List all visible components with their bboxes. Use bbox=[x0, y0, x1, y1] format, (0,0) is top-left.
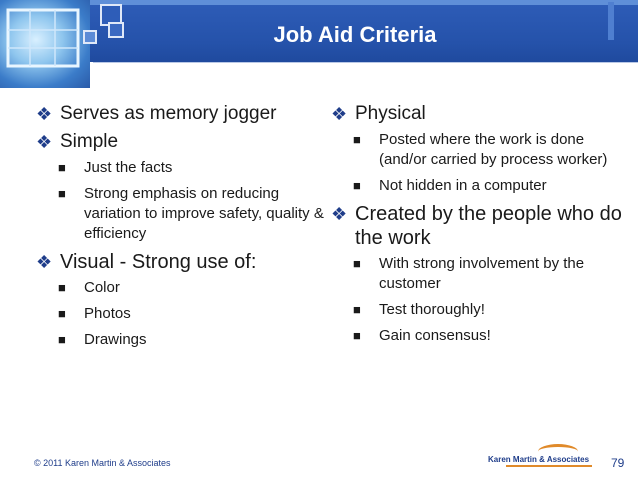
square-bullet-icon: ■ bbox=[353, 178, 361, 193]
diamond-bullet-icon: ❖ bbox=[36, 132, 53, 152]
bullet-text: Visual - Strong use of: bbox=[60, 251, 257, 273]
decor-square bbox=[108, 22, 124, 38]
sub-bullet-item bbox=[331, 326, 631, 346]
square-bullet-icon: ■ bbox=[58, 186, 66, 201]
bullet-item bbox=[331, 202, 631, 250]
bullet-text: Serves as memory jogger bbox=[60, 103, 277, 124]
title-bar bbox=[0, 0, 638, 62]
bullet-item bbox=[36, 102, 326, 126]
sub-bullet-text: Test thoroughly! bbox=[379, 301, 485, 318]
slide-number: 79 bbox=[611, 456, 625, 470]
company-logo bbox=[488, 444, 596, 470]
sub-bullet-text: Photos bbox=[84, 305, 131, 322]
bullet-text: Physical bbox=[355, 103, 426, 124]
right-column bbox=[331, 102, 631, 352]
sub-bullet-item bbox=[36, 184, 326, 244]
square-bullet-icon: ■ bbox=[58, 332, 66, 347]
sub-bullet-text: Color bbox=[84, 279, 120, 296]
square-bullet-icon: ■ bbox=[58, 160, 66, 175]
square-bullet-icon: ■ bbox=[353, 328, 361, 343]
diamond-bullet-icon: ❖ bbox=[331, 104, 348, 124]
bullet-item bbox=[36, 130, 326, 154]
bullet-item bbox=[331, 102, 631, 126]
title-divider bbox=[93, 62, 638, 63]
sub-bullet-text: Posted where the work is done (and/or carried by process worker) bbox=[379, 131, 608, 168]
copyright-text: © 2011 Karen Martin & Associates bbox=[34, 458, 171, 468]
sub-bullet-text: Drawings bbox=[84, 331, 147, 348]
sub-bullet-text: Strong emphasis on reducing variation to improve safety, quality & efficiency bbox=[84, 185, 324, 242]
sub-bullet-text: With strong involvement by the customer bbox=[379, 255, 585, 292]
sub-bullet-item bbox=[36, 278, 326, 298]
title-top-line bbox=[0, 0, 638, 5]
left-column bbox=[36, 102, 326, 356]
slide-title: Job Aid Criteria bbox=[273, 22, 437, 47]
sub-bullet-item bbox=[331, 130, 631, 170]
bullet-text: Created by the people who do the work bbox=[355, 203, 622, 249]
square-bullet-icon: ■ bbox=[58, 306, 66, 321]
square-bullet-icon: ■ bbox=[353, 256, 361, 271]
diamond-bullet-icon: ❖ bbox=[36, 104, 53, 124]
sub-bullet-item bbox=[36, 158, 326, 178]
square-bullet-icon: ■ bbox=[58, 280, 66, 295]
square-bullet-icon: ■ bbox=[353, 302, 361, 317]
sub-bullet-text: Not hidden in a computer bbox=[379, 177, 547, 194]
sub-bullet-item bbox=[331, 176, 631, 196]
bullet-text: Simple bbox=[60, 131, 119, 152]
diamond-bullet-icon: ❖ bbox=[36, 252, 53, 272]
bullet-item bbox=[36, 250, 326, 274]
decor-square bbox=[83, 30, 97, 44]
sub-bullet-item bbox=[36, 330, 326, 350]
sub-bullet-text: Just the facts bbox=[84, 159, 173, 176]
sub-bullet-item bbox=[331, 300, 631, 320]
corner-accent bbox=[608, 2, 614, 40]
diamond-bullet-icon: ❖ bbox=[331, 204, 348, 224]
logo-text: Karen Martin & Associates bbox=[488, 455, 590, 464]
logo-tagline-bar bbox=[506, 465, 592, 467]
sub-bullet-text: Gain consensus! bbox=[379, 327, 491, 344]
monitor-photo bbox=[0, 0, 90, 88]
square-bullet-icon: ■ bbox=[353, 132, 361, 147]
sub-bullet-item bbox=[36, 304, 326, 324]
sub-bullet-item bbox=[331, 254, 631, 294]
